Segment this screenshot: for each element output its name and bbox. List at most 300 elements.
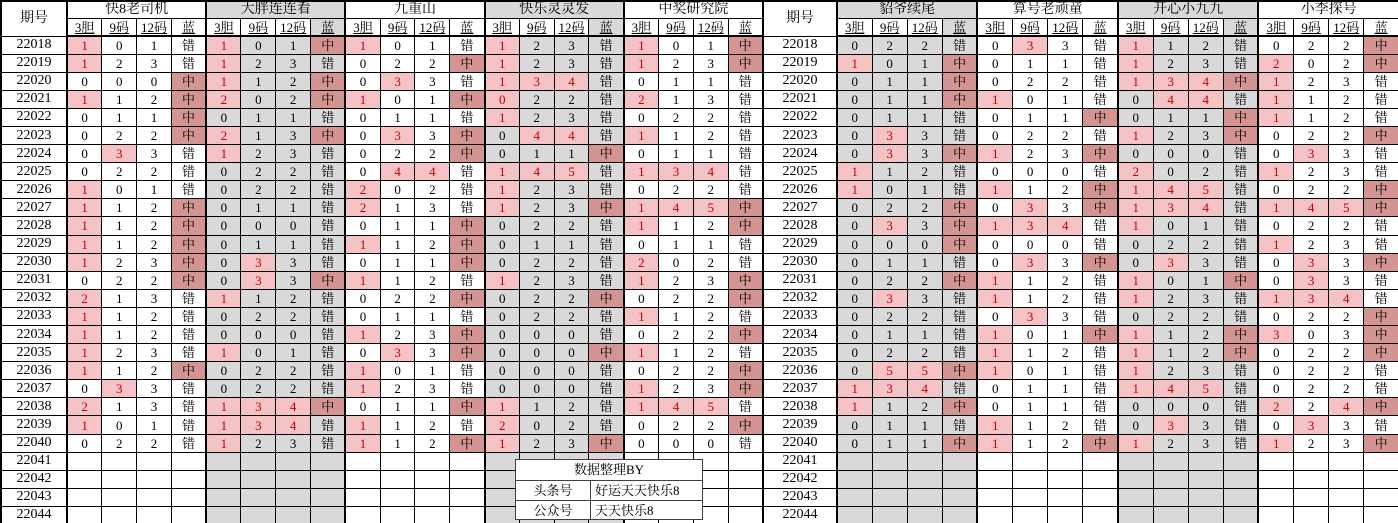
sub-header[interactable] (837, 19, 872, 37)
cell[interactable]: 0 (624, 434, 659, 452)
cell[interactable]: 3 (554, 181, 589, 199)
cell[interactable]: 1 (1118, 72, 1153, 90)
period-cell-left[interactable]: 22043 (1, 488, 67, 506)
cell[interactable]: 错 (1364, 217, 1398, 235)
cell[interactable] (311, 506, 346, 523)
period-cell-left[interactable]: 22033 (1, 307, 67, 325)
cell[interactable]: 1 (977, 145, 1012, 163)
cell[interactable] (837, 470, 872, 488)
cell[interactable]: 0 (345, 217, 380, 235)
cell[interactable]: 1 (1188, 271, 1223, 289)
cell[interactable]: 1 (837, 54, 872, 72)
cell[interactable] (171, 506, 206, 523)
cell[interactable]: 2 (1329, 90, 1364, 108)
cell[interactable]: 0 (102, 416, 137, 434)
cell[interactable]: 1 (872, 253, 907, 271)
cell[interactable]: 1 (485, 163, 520, 181)
cell[interactable]: 3 (1048, 36, 1083, 54)
cell[interactable] (1188, 488, 1223, 506)
cell[interactable]: 中 (311, 271, 346, 289)
cell[interactable]: 错 (728, 181, 763, 199)
cell[interactable]: 1 (67, 217, 102, 235)
sub-header[interactable] (311, 19, 346, 37)
cell[interactable]: 2 (1329, 126, 1364, 144)
cell[interactable]: 1 (977, 289, 1012, 307)
cell[interactable] (907, 470, 942, 488)
cell[interactable]: 2 (907, 398, 942, 416)
cell[interactable]: 1 (977, 271, 1012, 289)
cell[interactable]: 1 (1048, 108, 1083, 126)
cell[interactable]: 0 (67, 434, 102, 452)
cell[interactable]: 0 (1188, 145, 1223, 163)
cell[interactable]: 1 (345, 235, 380, 253)
cell[interactable] (1188, 470, 1223, 488)
cell[interactable]: 2 (659, 271, 694, 289)
cell[interactable]: 2 (554, 217, 589, 235)
cell[interactable]: 中 (728, 36, 763, 54)
cell[interactable]: 2 (102, 344, 137, 362)
cell[interactable]: 1 (485, 271, 520, 289)
cell[interactable]: 错 (1083, 271, 1118, 289)
cell[interactable]: 1 (1118, 289, 1153, 307)
cell[interactable]: 2 (554, 398, 589, 416)
cell[interactable]: 2 (872, 344, 907, 362)
cell[interactable]: 0 (872, 235, 907, 253)
cell[interactable]: 错 (450, 271, 485, 289)
cell[interactable]: 1 (837, 181, 872, 199)
cell[interactable]: 3 (102, 145, 137, 163)
cell[interactable] (942, 506, 977, 523)
cell[interactable] (1048, 452, 1083, 470)
cell[interactable]: 1 (872, 416, 907, 434)
cell[interactable]: 0 (206, 235, 241, 253)
cell[interactable] (1294, 470, 1329, 488)
cell[interactable]: 2 (519, 108, 554, 126)
period-cell-right[interactable]: 22018 (763, 36, 837, 54)
cell[interactable]: 2 (1153, 434, 1188, 452)
cell[interactable]: 0 (554, 344, 589, 362)
cell[interactable]: 5 (1188, 380, 1223, 398)
cell[interactable] (345, 488, 380, 506)
cell[interactable]: 0 (554, 362, 589, 380)
cell[interactable]: 2 (276, 181, 311, 199)
cell[interactable]: 错 (450, 416, 485, 434)
sub-header[interactable] (1083, 19, 1118, 37)
cell[interactable]: 3 (380, 72, 415, 90)
cell[interactable]: 0 (485, 217, 520, 235)
cell[interactable]: 4 (1153, 380, 1188, 398)
cell[interactable]: 错 (311, 199, 346, 217)
cell[interactable]: 2 (137, 90, 172, 108)
cell[interactable]: 1 (1118, 217, 1153, 235)
cell[interactable]: 中 (450, 54, 485, 72)
cell[interactable]: 1 (1153, 344, 1188, 362)
cell[interactable]: 0 (1258, 362, 1293, 380)
cell[interactable] (977, 506, 1012, 523)
cell[interactable]: 1 (206, 434, 241, 452)
cell[interactable]: 错 (942, 126, 977, 144)
cell[interactable]: 错 (589, 362, 624, 380)
cell[interactable]: 1 (1013, 108, 1048, 126)
sub-header[interactable] (872, 19, 907, 37)
cell[interactable]: 1 (907, 72, 942, 90)
cell[interactable]: 1 (1013, 54, 1048, 72)
cell[interactable]: 错 (1364, 145, 1398, 163)
cell[interactable]: 1 (67, 253, 102, 271)
cell[interactable]: 0 (837, 36, 872, 54)
cell[interactable]: 0 (485, 380, 520, 398)
cell[interactable]: 0 (206, 307, 241, 325)
sub-header[interactable] (171, 19, 206, 37)
cell[interactable]: 错 (589, 380, 624, 398)
cell[interactable] (276, 452, 311, 470)
cell[interactable]: 1 (67, 307, 102, 325)
cell[interactable]: 2 (241, 163, 276, 181)
cell[interactable] (206, 488, 241, 506)
cell[interactable]: 0 (1118, 90, 1153, 108)
sub-header[interactable] (485, 19, 520, 37)
cell[interactable]: 中 (311, 90, 346, 108)
cell[interactable]: 2 (1153, 289, 1188, 307)
cell[interactable]: 中 (450, 126, 485, 144)
cell[interactable]: 中 (450, 253, 485, 271)
cell[interactable]: 0 (380, 90, 415, 108)
cell[interactable]: 2 (1294, 344, 1329, 362)
cell[interactable]: 中 (171, 235, 206, 253)
cell[interactable]: 0 (206, 217, 241, 235)
cell[interactable]: 0 (977, 126, 1012, 144)
cell[interactable]: 2 (554, 307, 589, 325)
cell[interactable]: 错 (942, 108, 977, 126)
cell[interactable]: 1 (137, 36, 172, 54)
cell[interactable]: 中 (1223, 108, 1258, 126)
cell[interactable]: 2 (276, 289, 311, 307)
period-cell-right[interactable]: 22041 (763, 452, 837, 470)
cell[interactable]: 0 (485, 253, 520, 271)
cell[interactable] (276, 470, 311, 488)
cell[interactable]: 1 (1013, 344, 1048, 362)
cell[interactable]: 错 (1083, 398, 1118, 416)
cell[interactable]: 3 (1188, 362, 1223, 380)
cell[interactable]: 2 (380, 145, 415, 163)
cell[interactable]: 错 (450, 307, 485, 325)
cell[interactable]: 0 (837, 434, 872, 452)
cell[interactable]: 2 (554, 289, 589, 307)
cell[interactable] (1048, 470, 1083, 488)
cell[interactable]: 2 (1188, 235, 1223, 253)
cell[interactable]: 2 (1048, 271, 1083, 289)
cell[interactable]: 4 (659, 199, 694, 217)
cell[interactable]: 2 (519, 307, 554, 325)
cell[interactable]: 0 (345, 54, 380, 72)
cell[interactable] (1329, 470, 1364, 488)
cell[interactable]: 中 (1223, 126, 1258, 144)
cell[interactable]: 错 (942, 416, 977, 434)
cell[interactable]: 中 (450, 434, 485, 452)
cell[interactable] (450, 488, 485, 506)
cell[interactable]: 0 (1118, 235, 1153, 253)
cell[interactable] (241, 488, 276, 506)
cell[interactable]: 1 (872, 326, 907, 344)
cell[interactable] (1223, 506, 1258, 523)
cell[interactable]: 1 (1048, 398, 1083, 416)
cell[interactable]: 3 (241, 416, 276, 434)
cell[interactable]: 3 (1013, 217, 1048, 235)
cell[interactable]: 1 (415, 217, 450, 235)
cell[interactable]: 1 (485, 36, 520, 54)
cell[interactable]: 1 (519, 235, 554, 253)
cell[interactable]: 1 (1118, 126, 1153, 144)
cell[interactable]: 2 (276, 307, 311, 325)
cell[interactable]: 错 (942, 326, 977, 344)
cell[interactable]: 中 (589, 289, 624, 307)
cell[interactable]: 0 (485, 289, 520, 307)
cell[interactable]: 3 (907, 289, 942, 307)
sub-header[interactable] (206, 19, 241, 37)
cell[interactable]: 错 (450, 199, 485, 217)
period-cell-right[interactable]: 22028 (763, 217, 837, 235)
cell[interactable]: 1 (67, 199, 102, 217)
period-cell-left[interactable]: 22025 (1, 163, 67, 181)
cell[interactable]: 0 (1118, 253, 1153, 271)
cell[interactable] (311, 488, 346, 506)
cell[interactable]: 2 (1329, 380, 1364, 398)
cell[interactable]: 3 (276, 271, 311, 289)
cell[interactable]: 1 (206, 416, 241, 434)
cell[interactable]: 2 (380, 289, 415, 307)
cell[interactable]: 0 (276, 326, 311, 344)
cell[interactable]: 1 (1013, 181, 1048, 199)
cell[interactable] (1258, 470, 1293, 488)
cell[interactable]: 0 (1258, 271, 1293, 289)
period-cell-left[interactable]: 22018 (1, 36, 67, 54)
group-header-6[interactable]: 算号老顽童 (977, 1, 1118, 19)
sub-header[interactable] (1118, 19, 1153, 37)
cell[interactable]: 4 (1188, 199, 1223, 217)
cell[interactable] (942, 470, 977, 488)
cell[interactable]: 中 (171, 271, 206, 289)
cell[interactable]: 0 (485, 326, 520, 344)
cell[interactable]: 错 (1083, 289, 1118, 307)
cell[interactable] (728, 452, 763, 470)
cell[interactable]: 错 (589, 271, 624, 289)
cell[interactable] (450, 452, 485, 470)
cell[interactable]: 1 (345, 90, 380, 108)
cell[interactable]: 2 (1329, 307, 1364, 325)
cell[interactable]: 1 (1118, 36, 1153, 54)
cell[interactable]: 0 (241, 344, 276, 362)
cell[interactable]: 3 (1294, 253, 1329, 271)
cell[interactable]: 2 (1188, 307, 1223, 325)
cell[interactable] (311, 470, 346, 488)
cell[interactable]: 2 (693, 181, 728, 199)
cell[interactable]: 0 (872, 54, 907, 72)
cell[interactable]: 2 (67, 289, 102, 307)
cell[interactable]: 2 (1048, 72, 1083, 90)
cell[interactable]: 2 (1013, 126, 1048, 144)
cell[interactable]: 中 (1364, 126, 1398, 144)
cell[interactable]: 2 (102, 163, 137, 181)
cell[interactable]: 2 (137, 126, 172, 144)
cell[interactable]: 0 (67, 126, 102, 144)
cell[interactable]: 0 (1118, 416, 1153, 434)
cell[interactable]: 中 (450, 145, 485, 163)
cell[interactable]: 错 (589, 72, 624, 90)
period-cell-right[interactable]: 22030 (763, 253, 837, 271)
cell[interactable]: 3 (137, 289, 172, 307)
cell[interactable]: 1 (554, 145, 589, 163)
cell[interactable]: 4 (1153, 90, 1188, 108)
sub-header[interactable] (519, 19, 554, 37)
cell[interactable] (171, 452, 206, 470)
cell[interactable]: 5 (693, 398, 728, 416)
cell[interactable]: 中 (942, 217, 977, 235)
sub-header[interactable] (1188, 19, 1223, 37)
cell[interactable]: 0 (485, 90, 520, 108)
cell[interactable]: 1 (907, 326, 942, 344)
cell[interactable]: 0 (345, 108, 380, 126)
cell[interactable]: 中 (589, 145, 624, 163)
cell[interactable]: 1 (415, 398, 450, 416)
cell[interactable]: 0 (380, 36, 415, 54)
cell[interactable]: 中 (1223, 326, 1258, 344)
cell[interactable]: 错 (171, 181, 206, 199)
cell[interactable]: 3 (137, 380, 172, 398)
period-cell-right[interactable]: 22025 (763, 163, 837, 181)
cell[interactable]: 3 (1153, 416, 1188, 434)
cell[interactable]: 0 (624, 326, 659, 344)
cell[interactable]: 1 (977, 181, 1012, 199)
cell[interactable]: 1 (1118, 271, 1153, 289)
period-cell-right[interactable]: 22026 (763, 181, 837, 199)
cell[interactable]: 2 (137, 235, 172, 253)
cell[interactable]: 0 (67, 145, 102, 163)
cell[interactable]: 0 (1048, 163, 1083, 181)
cell[interactable]: 1 (693, 36, 728, 54)
cell[interactable]: 2 (102, 271, 137, 289)
cell[interactable]: 2 (519, 199, 554, 217)
cell[interactable]: 1 (693, 72, 728, 90)
cell[interactable]: 1 (241, 289, 276, 307)
cell[interactable]: 错 (1083, 362, 1118, 380)
cell[interactable]: 0 (624, 72, 659, 90)
cell[interactable]: 3 (241, 271, 276, 289)
cell[interactable]: 1 (1258, 163, 1293, 181)
cell[interactable]: 2 (659, 181, 694, 199)
cell[interactable]: 错 (728, 126, 763, 144)
cell[interactable]: 错 (311, 235, 346, 253)
cell[interactable] (206, 506, 241, 523)
cell[interactable]: 1 (1118, 362, 1153, 380)
cell[interactable]: 错 (171, 289, 206, 307)
cell[interactable]: 错 (942, 36, 977, 54)
cell[interactable]: 1 (907, 181, 942, 199)
cell[interactable]: 2 (872, 199, 907, 217)
cell[interactable]: 中 (450, 289, 485, 307)
cell[interactable]: 0 (837, 289, 872, 307)
cell[interactable]: 3 (872, 380, 907, 398)
cell[interactable]: 1 (102, 307, 137, 325)
cell[interactable]: 1 (206, 289, 241, 307)
cell[interactable]: 2 (519, 36, 554, 54)
cell[interactable] (137, 488, 172, 506)
cell[interactable]: 0 (837, 307, 872, 325)
cell[interactable]: 2 (659, 289, 694, 307)
cell[interactable]: 错 (1364, 416, 1398, 434)
cell[interactable]: 1 (415, 362, 450, 380)
cell[interactable]: 3 (1258, 326, 1293, 344)
cell[interactable]: 5 (907, 362, 942, 380)
cell[interactable]: 1 (977, 344, 1012, 362)
period-cell-right[interactable]: 22020 (763, 72, 837, 90)
cell[interactable]: 1 (977, 217, 1012, 235)
cell[interactable]: 2 (1294, 434, 1329, 452)
cell[interactable]: 1 (102, 289, 137, 307)
cell[interactable]: 中 (171, 126, 206, 144)
period-cell-right[interactable]: 22033 (763, 307, 837, 325)
cell[interactable]: 1 (624, 36, 659, 54)
cell[interactable]: 0 (102, 72, 137, 90)
cell[interactable] (872, 488, 907, 506)
cell[interactable]: 2 (415, 145, 450, 163)
cell[interactable]: 1 (206, 145, 241, 163)
cell[interactable]: 3 (1188, 416, 1223, 434)
cell[interactable]: 2 (693, 307, 728, 325)
cell[interactable]: 3 (1329, 72, 1364, 90)
cell[interactable] (1258, 488, 1293, 506)
cell[interactable]: 1 (206, 344, 241, 362)
cell[interactable]: 中 (942, 90, 977, 108)
cell[interactable]: 5 (554, 163, 589, 181)
cell[interactable]: 错 (1223, 199, 1258, 217)
cell[interactable] (67, 488, 102, 506)
cell[interactable]: 1 (659, 344, 694, 362)
cell[interactable]: 0 (907, 235, 942, 253)
cell[interactable] (1083, 488, 1118, 506)
cell[interactable]: 2 (137, 307, 172, 325)
period-cell-left[interactable]: 22035 (1, 344, 67, 362)
cell[interactable] (977, 488, 1012, 506)
cell[interactable]: 1 (1188, 108, 1223, 126)
cell[interactable]: 2 (1013, 72, 1048, 90)
cell[interactable]: 中 (450, 90, 485, 108)
cell[interactable]: 1 (415, 108, 450, 126)
cell[interactable]: 2 (380, 326, 415, 344)
cell[interactable]: 错 (728, 235, 763, 253)
cell[interactable]: 错 (1083, 36, 1118, 54)
group-header-5[interactable]: 貂爷续尾 (837, 1, 978, 19)
cell[interactable] (102, 470, 137, 488)
cell[interactable]: 1 (276, 36, 311, 54)
cell[interactable]: 0 (1258, 217, 1293, 235)
cell[interactable]: 0 (1048, 235, 1083, 253)
cell[interactable] (1083, 506, 1118, 523)
cell[interactable]: 0 (206, 253, 241, 271)
cell[interactable]: 2 (1258, 54, 1293, 72)
cell[interactable]: 1 (276, 235, 311, 253)
cell[interactable]: 中 (1083, 181, 1118, 199)
cell[interactable]: 1 (1153, 108, 1188, 126)
cell[interactable]: 1 (67, 344, 102, 362)
cell[interactable]: 中 (942, 235, 977, 253)
cell[interactable]: 3 (1048, 307, 1083, 325)
cell[interactable]: 1 (624, 398, 659, 416)
cell[interactable]: 2 (241, 54, 276, 72)
cell[interactable] (171, 488, 206, 506)
cell[interactable]: 中 (171, 108, 206, 126)
cell[interactable]: 2 (102, 253, 137, 271)
cell[interactable]: 错 (450, 181, 485, 199)
